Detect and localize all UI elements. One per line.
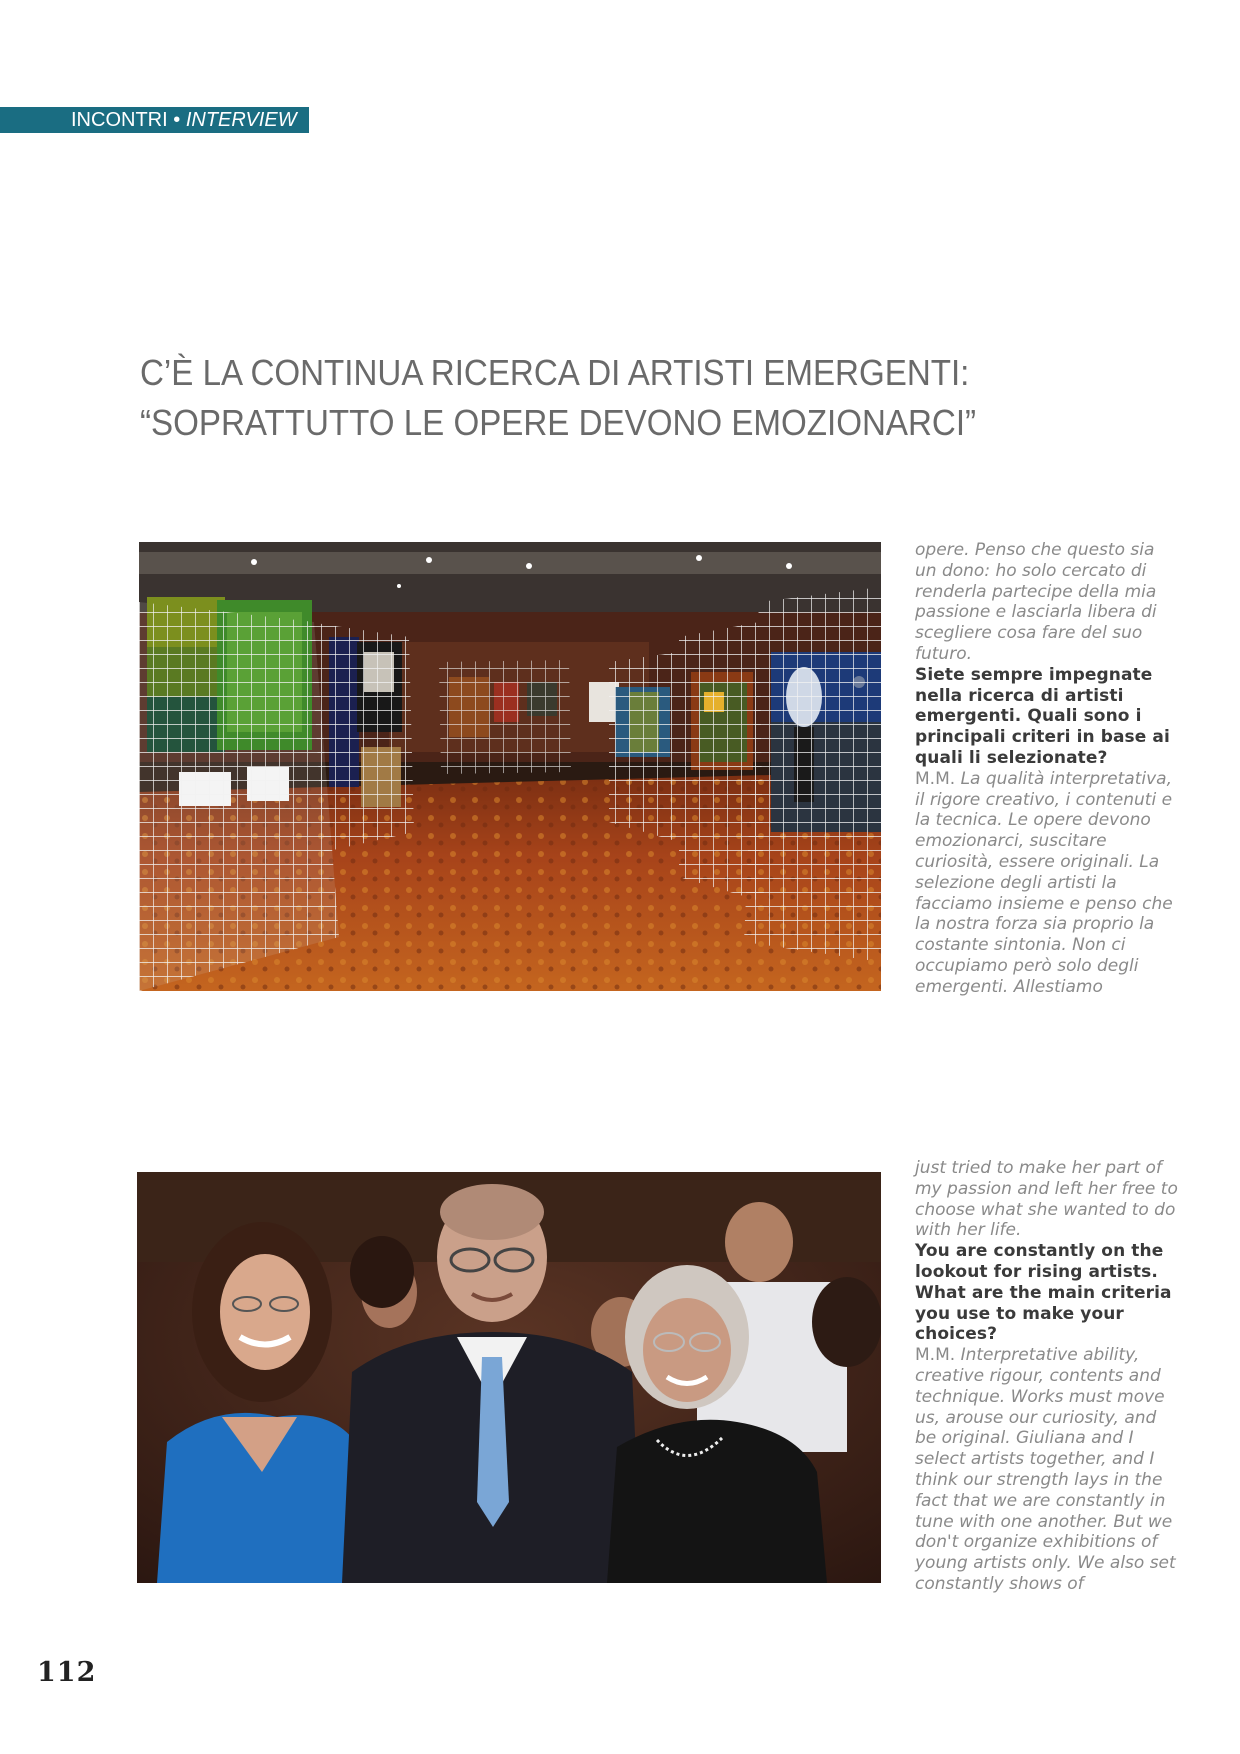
italian-intro: opere. Penso che questo sia un dono: ho solo cercato di renderla partecipe della mia passione e lasciarla libera di scegliere cosa fare del suo futuro. xyxy=(915,540,1157,664)
section-tag xyxy=(0,107,309,133)
italian-answer: La qualità interpretativa, il rigore creativo, i contenuti e la tecnica. Le opere devono emozionarci, suscitare curiosità, essere originali. La selezione degli artisti la facciamo insieme e penso che la nostra forza sia proprio la costante sintonia. Non ci occupiamo però solo degli emergenti. Allestiamo xyxy=(915,768,1173,997)
italian-column xyxy=(915,540,1180,998)
headline xyxy=(140,348,977,448)
section-separator: • xyxy=(173,109,181,131)
english-answer: Interpretative ability, creative rigour, contents and technique. Works must move us, arouse our curiosity, and be original. Giuliana and I select artists together, and I think our strength lays in the fact that we are constantly in tune with one another. But we don't organize exhibitions of young artists only. We also set constantly shows of xyxy=(915,1345,1176,1594)
english-intro: just tried to make her part of my passion and left her free to choose what she wanted to do with her life. xyxy=(915,1158,1178,1241)
italian-question: Siete sempre impegnate nella ricerca di artisti emergenti. Quali sono i principali criteri in base ai quali li selezionate? xyxy=(915,664,1170,768)
headline-line-2: “SOPRATTUTTO LE OPERE DEVONO EMOZIONARCI” xyxy=(140,402,977,443)
english-question: You are constantly on the lookout for rising artists. What are the main criteria you use to make your choices? xyxy=(915,1241,1172,1345)
portrait-photo xyxy=(137,1172,881,1583)
exhibition-hall-photo xyxy=(139,542,881,991)
section-label-italic: INTERVIEW xyxy=(185,109,297,131)
section-label: INCONTRI xyxy=(71,109,168,131)
english-column xyxy=(915,1158,1180,1595)
headline-line-1: C’È LA CONTINUA RICERCA DI ARTISTI EMERGENTI: xyxy=(140,352,970,393)
page-number: 112 xyxy=(37,1657,97,1688)
english-speaker: M.M. xyxy=(915,1345,956,1366)
italian-speaker: M.M. xyxy=(915,768,956,789)
